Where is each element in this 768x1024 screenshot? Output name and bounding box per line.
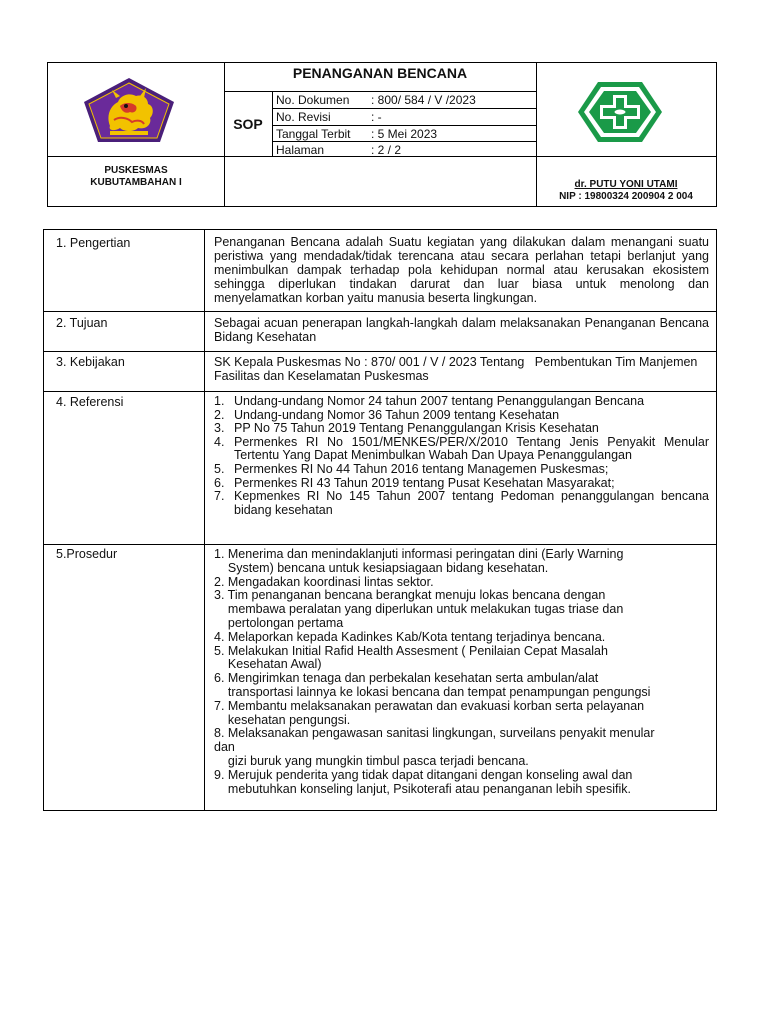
list-item-number: 6. [214, 475, 225, 490]
list-item [214, 409, 709, 423]
organization-name [48, 165, 224, 189]
section-label-kebijakan: 3. Kebijakan [56, 355, 125, 369]
signatory-nip: NIP : 19800324 200904 2 004 [559, 191, 693, 202]
doc-row-key: Halaman [276, 143, 325, 157]
procedure-line: 6. Mengirimkan tenaga dan perbekalan kesehatan serta ambulan/alat [214, 671, 599, 686]
section-list-referensi [214, 395, 709, 517]
procedure-line: kesehatan pengungsi. [214, 712, 351, 727]
list-item-text: Permenkes RI No 44 Tahun 2016 tentang Managemen Puskesmas; [234, 461, 609, 476]
organization-line-2: KUBUTAMBAHAN I [90, 177, 182, 188]
regency-emblem-icon [80, 76, 178, 146]
doc-row-value: : - [371, 110, 382, 124]
list-item-text: Undang-undang Nomor 24 tahun 2007 tentang Penanggulangan Bencana [234, 394, 645, 408]
doc-row-number [272, 92, 536, 108]
list-item-text: Permenkes RI No 1501/MENKES/PER/X/2010 Tentang Jenis Penyakit Menular Tertentu Yang Dapat Menimbulkan Wabah Dan Upaya Penanggulangan [234, 434, 709, 463]
procedure-line: 9. Merujuk penderita yang tidak dapat ditangani dengan konseling awal dan [214, 767, 633, 782]
list-item-text: Kepmenkes RI No 145 Tahun 2007 tentang Pedoman penanggulangan bencana bidang kesehatan [234, 489, 709, 517]
doc-row-date [272, 126, 536, 142]
procedure-line: membawa peralatan yang diperlukan untuk melakukan tugas triase dan [214, 602, 624, 617]
section-list-prosedur [214, 548, 714, 796]
doc-row-key: Tanggal Terbit [276, 127, 351, 141]
list-item [214, 490, 709, 517]
document-title: PENANGANAN BENCANA [292, 65, 468, 81]
procedure-line: 8. Melaksanakan pengawasan sanitasi lingkungan, surveilans penyakit menular [214, 726, 655, 741]
doc-row-page [272, 142, 536, 156]
signatory [536, 179, 716, 203]
list-item [214, 395, 709, 409]
kebijakan-paragraph: SK Kepala Puskesmas No : 870/ 001 / V / 2023 Tentang Pembentukan Tim Manjemen Fasilitas dan Keselamatan Puskesmas [214, 355, 701, 383]
procedure-line: pertolongan pertama [214, 615, 344, 630]
procedure-line: mebutuhkan konseling lanjut, Psikoterafi atau penanganan lebih spesifik. [214, 781, 631, 796]
section-label-tujuan: 2. Tujuan [56, 316, 108, 330]
list-item-number: 1. [214, 394, 225, 408]
list-item-number: 4. [214, 434, 225, 449]
list-item [214, 422, 709, 436]
list-item-number: 7. [214, 489, 225, 504]
doc-row-revision [272, 109, 536, 125]
pengertian-paragraph: Penanganan Bencana adalah Suatu kegiatan yang dilakukan dalam menangani suatu peristiwa yang mendadak/tidak terencana atau secara perlahan tetapi berlanjut yang menimbulkan dampak terhadap pola kehidupan normal atau kerusakan ekosistem sehingga diperlukan tindakan darurat dan luar biasa untuk menolong dan menyelamatkan korban yaitu manusia beserta lingkungan. [214, 235, 709, 305]
doc-row-key: No. Dokumen [276, 93, 350, 107]
procedure-line: 7. Membantu melaksanakan perawatan dan evakuasi korban serta pelayanan [214, 698, 645, 713]
organization-line-1: PUSKESMAS [104, 165, 168, 176]
list-item-text: PP No 75 Tahun 2019 Tentang Penanggulangan Krisis Kesehatan [234, 421, 599, 436]
list-item [214, 436, 709, 463]
section-label-prosedur: 5.Prosedur [56, 547, 118, 561]
list-item [214, 463, 709, 477]
procedure-line: transportasi lainnya ke lokasi bencana dan tempat penampungan pengungsi [214, 684, 651, 699]
doc-row-value: : 5 Mei 2023 [371, 127, 438, 141]
doc-row-value: : 2 / 2 [371, 143, 402, 157]
section-label-pengertian: 1. Pengertian [56, 236, 131, 250]
section-text-kebijakan [214, 355, 709, 383]
list-item-text: Permenkes RI 43 Tahun 2019 tentang Pusat Kesehatan Masyarakat; [234, 475, 615, 490]
doc-row-key: No. Revisi [276, 110, 331, 124]
signatory-name: dr. PUTU YONI UTAMI [574, 179, 678, 190]
list-item-number: 3. [214, 421, 225, 436]
sop-content-table [43, 229, 717, 811]
procedure-line: 5. Melakukan Initial Rafid Health Assesment ( Penilaian Cepat Masalah [214, 643, 608, 658]
doc-row-value: : 800/ 584 / V /2023 [371, 93, 476, 107]
section-text-tujuan [214, 316, 709, 344]
list-item-number: 5. [214, 461, 225, 476]
procedure-line: 1. Menerima dan menindaklanjuti informasi peringatan dini (Early Warning [214, 547, 624, 561]
list-item-text: Undang-undang Nomor 36 Tahun 2009 tentang Kesehatan [234, 407, 560, 422]
procedure-line: 3. Tim penanganan bencana berangkat menuju lokas bencana dengan [214, 588, 606, 603]
list-item [214, 477, 709, 491]
procedure-line: 2. Mengadakan koordinasi lintas sektor. [214, 574, 434, 589]
tujuan-paragraph: Sebagai acuan penerapan langkah-langkah dalam melaksanakan Penanganan Bencana Bidang Kesehatan [214, 316, 709, 344]
sop-label: SOP [233, 115, 263, 132]
procedure-line: System) bencana untuk kesiapsiagaan bidang kesehatan. [214, 560, 549, 575]
procedure-line: gizi buruk yang mungkin timbul pasca terjadi bencana. [214, 753, 529, 768]
procedure-line: Kesehatan Awal) [214, 657, 322, 672]
section-label-referensi: 4. Referensi [56, 395, 124, 409]
list-item-number: 2. [214, 407, 225, 422]
puskesmas-cross-icon [576, 78, 664, 146]
section-text-pengertian [214, 235, 709, 305]
procedure-line: dan [214, 740, 235, 755]
procedure-line: 4. Melaporkan kepada Kadinkes Kab/Kota tentang terjadinya bencana. [214, 629, 606, 644]
